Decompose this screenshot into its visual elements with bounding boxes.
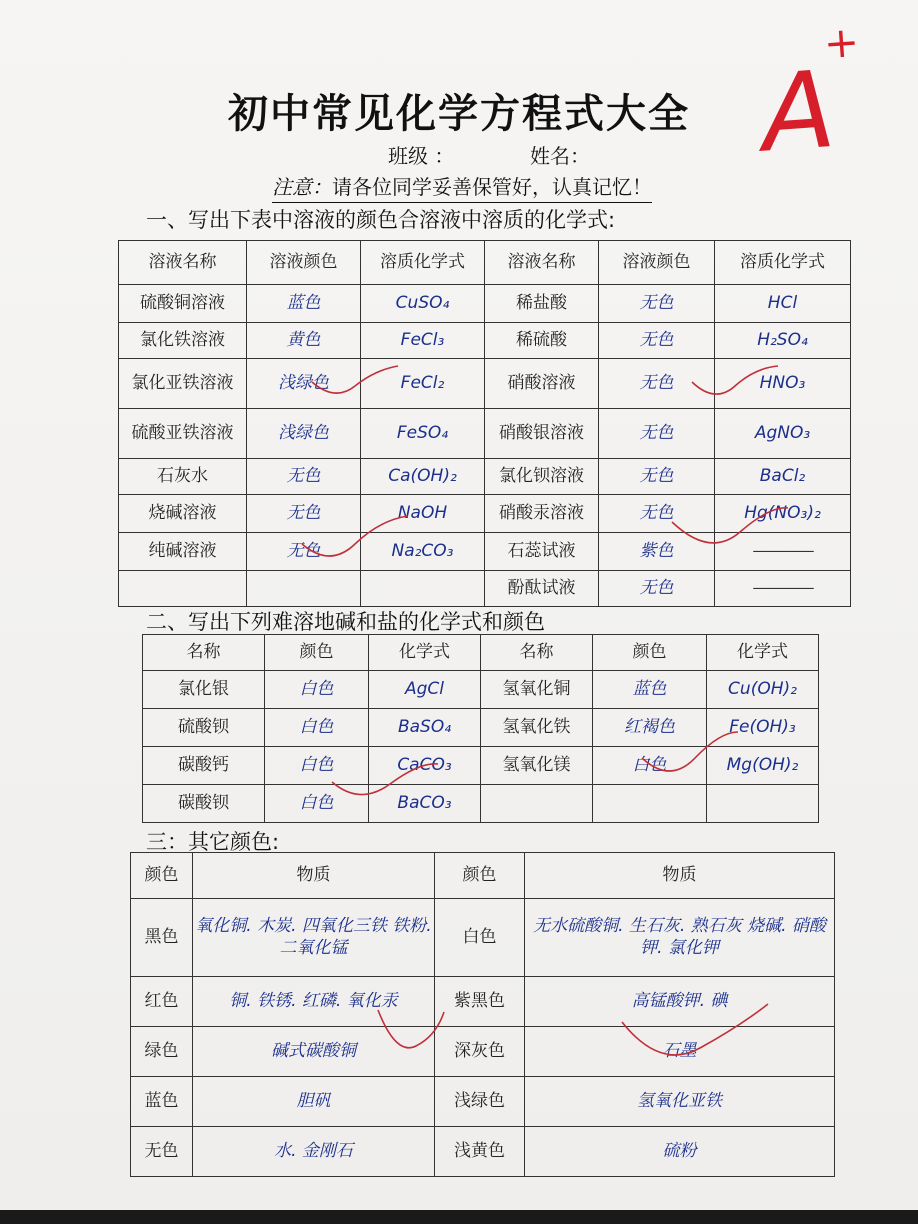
solution-table xyxy=(118,240,851,607)
table-cell: 红色 xyxy=(131,977,193,1027)
table-cell: 白色 xyxy=(265,747,369,785)
table-row xyxy=(119,533,851,571)
column-header: 物质 xyxy=(525,853,835,899)
table-cell: 浅绿色 xyxy=(247,359,361,409)
table-cell: 浅绿色 xyxy=(435,1077,525,1127)
table-cell: 浅黄色 xyxy=(435,1127,525,1177)
table-cell: 稀硫酸 xyxy=(485,323,599,359)
table-cell xyxy=(707,785,819,823)
table-row xyxy=(143,709,819,747)
insoluble-table xyxy=(142,634,819,823)
table-cell: 深灰色 xyxy=(435,1027,525,1077)
table-row xyxy=(131,1027,835,1077)
table-cell: 纯碱溶液 xyxy=(119,533,247,571)
table-cell: Hg(NO₃)₂ xyxy=(715,495,851,533)
column-header: 名称 xyxy=(143,635,265,671)
table-cell: 石灰水 xyxy=(119,459,247,495)
table-cell: 胆矾 xyxy=(193,1077,435,1127)
table-cell: 氢氧化亚铁 xyxy=(525,1077,835,1127)
table-row xyxy=(119,409,851,459)
table-cell: Mg(OH)₂ xyxy=(707,747,819,785)
table-cell: 石蕊试液 xyxy=(485,533,599,571)
table-cell: 硫酸钡 xyxy=(143,709,265,747)
column-header: 名称 xyxy=(481,635,593,671)
column-header: 溶液颜色 xyxy=(247,241,361,285)
table-cell xyxy=(361,571,485,607)
table-cell: BaSO₄ xyxy=(369,709,481,747)
table-row xyxy=(143,671,819,709)
table-cell: NaOH xyxy=(361,495,485,533)
table-row xyxy=(143,785,819,823)
table-cell: 硫粉 xyxy=(525,1127,835,1177)
table-cell: 白色 xyxy=(435,899,525,977)
table-cell: 无色 xyxy=(599,285,715,323)
table-cell: 硝酸溶液 xyxy=(485,359,599,409)
column-header: 化学式 xyxy=(369,635,481,671)
table-cell: H₂SO₄ xyxy=(715,323,851,359)
table-cell: HNO₃ xyxy=(715,359,851,409)
table-cell xyxy=(119,571,247,607)
table-cell: 无色 xyxy=(247,495,361,533)
table-cell: FeCl₃ xyxy=(361,323,485,359)
table-cell: 黄色 xyxy=(247,323,361,359)
table-cell: 浅绿色 xyxy=(247,409,361,459)
table-cell: 碱式碳酸铜 xyxy=(193,1027,435,1077)
table-cell: 紫色 xyxy=(599,533,715,571)
table-cell: 绿色 xyxy=(131,1027,193,1077)
table-cell: 无色 xyxy=(247,459,361,495)
table-cell: 氯化铁溶液 xyxy=(119,323,247,359)
table-cell: Cu(OH)₂ xyxy=(707,671,819,709)
table-cell: 红褐色 xyxy=(593,709,707,747)
column-header: 颜色 xyxy=(265,635,369,671)
table-cell: FeSO₄ xyxy=(361,409,485,459)
table-cell: 稀盐酸 xyxy=(485,285,599,323)
table-cell: 白色 xyxy=(265,709,369,747)
header-row xyxy=(131,853,835,899)
section3-heading: 三：其它颜色: xyxy=(146,830,280,854)
name-label: 姓名： xyxy=(530,144,590,168)
table-cell: 氢氧化铜 xyxy=(481,671,593,709)
table-cell: 氯化亚铁溶液 xyxy=(119,359,247,409)
table-cell: 高锰酸钾. 碘 xyxy=(525,977,835,1027)
table-cell: AgNO₃ xyxy=(715,409,851,459)
table-cell: BaCl₂ xyxy=(715,459,851,495)
table-cell: ———— xyxy=(715,571,851,607)
table-cell: 白色 xyxy=(265,671,369,709)
grade-mark: A+ xyxy=(757,16,861,176)
table-cell: CaCO₃ xyxy=(369,747,481,785)
table-cell: 水. 金刚石 xyxy=(193,1127,435,1177)
column-header: 颜色 xyxy=(435,853,525,899)
table-row xyxy=(119,571,851,607)
table-row xyxy=(119,459,851,495)
table-cell: 硫酸亚铁溶液 xyxy=(119,409,247,459)
table-cell: 蓝色 xyxy=(593,671,707,709)
table-cell: ———— xyxy=(715,533,851,571)
table-cell: CuSO₄ xyxy=(361,285,485,323)
table-cell: HCl xyxy=(715,285,851,323)
table-cell: 酚酞试液 xyxy=(485,571,599,607)
table-cell: 氯化钡溶液 xyxy=(485,459,599,495)
table-cell xyxy=(593,785,707,823)
table-cell: 无色 xyxy=(599,459,715,495)
column-header: 颜色 xyxy=(593,635,707,671)
table-row xyxy=(131,1077,835,1127)
column-header: 溶质化学式 xyxy=(715,241,851,285)
table-cell: Ca(OH)₂ xyxy=(361,459,485,495)
table-cell: Fe(OH)₃ xyxy=(707,709,819,747)
table-cell: 石墨 xyxy=(525,1027,835,1077)
table-cell: 无色 xyxy=(599,409,715,459)
table-cell: AgCl xyxy=(369,671,481,709)
table-cell: 氯化银 xyxy=(143,671,265,709)
note-line: 注意：请各位同学妥善保管好，认真记忆！ xyxy=(272,171,652,203)
table-row xyxy=(131,899,835,977)
table-cell: 无色 xyxy=(247,533,361,571)
table-cell: 无色 xyxy=(599,495,715,533)
table-cell: 白色 xyxy=(265,785,369,823)
table-cell: 硝酸银溶液 xyxy=(485,409,599,459)
table-cell: 黑色 xyxy=(131,899,193,977)
column-header: 溶液名称 xyxy=(119,241,247,285)
table-cell: 无色 xyxy=(599,323,715,359)
table-row xyxy=(119,285,851,323)
table-cell: 碳酸钡 xyxy=(143,785,265,823)
table-cell: 蓝色 xyxy=(247,285,361,323)
class-label: 班级 ： xyxy=(388,144,455,168)
table-row xyxy=(143,747,819,785)
table-cell: 碳酸钙 xyxy=(143,747,265,785)
page-title: 初中常见化学方程式大全 xyxy=(228,91,690,137)
table-cell: 氢氧化铁 xyxy=(481,709,593,747)
column-header: 溶液颜色 xyxy=(599,241,715,285)
table-row xyxy=(131,1127,835,1177)
table-row xyxy=(119,323,851,359)
section1-heading: 一、写出下表中溶液的颜色合溶液中溶质的化学式: xyxy=(146,208,616,232)
table-cell: Na₂CO₃ xyxy=(361,533,485,571)
table-row xyxy=(131,977,835,1027)
table-cell xyxy=(247,571,361,607)
table-cell: 烧碱溶液 xyxy=(119,495,247,533)
table-cell: BaCO₃ xyxy=(369,785,481,823)
column-header: 溶液名称 xyxy=(485,241,599,285)
table-cell: 白色 xyxy=(593,747,707,785)
table-row xyxy=(119,359,851,409)
table-cell: FeCl₂ xyxy=(361,359,485,409)
table-cell: 无色 xyxy=(599,571,715,607)
header-row xyxy=(143,635,819,671)
bottom-band xyxy=(0,1210,918,1224)
table-cell: 铜. 铁锈. 红磷. 氧化汞 xyxy=(193,977,435,1027)
table-cell: 紫黑色 xyxy=(435,977,525,1027)
table-cell: 硫酸铜溶液 xyxy=(119,285,247,323)
table-cell: 无色 xyxy=(599,359,715,409)
table-cell: 氧化铜. 木炭. 四氧化三铁 铁粉. 二氧化锰 xyxy=(193,899,435,977)
column-header: 化学式 xyxy=(707,635,819,671)
table-row xyxy=(119,495,851,533)
header-row xyxy=(119,241,851,285)
table-cell: 无水硫酸铜. 生石灰. 熟石灰 烧碱. 硝酸钾. 氯化钾 xyxy=(525,899,835,977)
column-header: 物质 xyxy=(193,853,435,899)
column-header: 溶质化学式 xyxy=(361,241,485,285)
table-cell: 氢氧化镁 xyxy=(481,747,593,785)
other-colors-table xyxy=(130,852,835,1177)
section2-heading: 二、写出下列难溶地碱和盐的化学式和颜色 xyxy=(146,610,545,634)
table-cell xyxy=(481,785,593,823)
table-cell: 硝酸汞溶液 xyxy=(485,495,599,533)
table-cell: 蓝色 xyxy=(131,1077,193,1127)
table-cell: 无色 xyxy=(131,1127,193,1177)
column-header: 颜色 xyxy=(131,853,193,899)
